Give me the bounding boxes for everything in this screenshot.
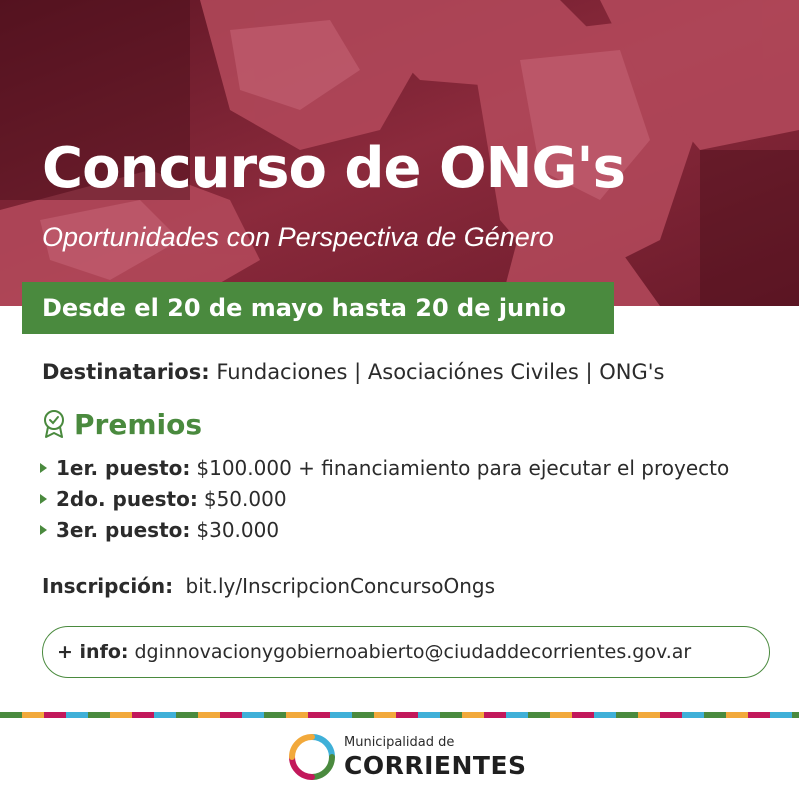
registration-line <box>42 574 495 598</box>
hero-image <box>0 0 799 306</box>
prizes-heading-label: Premios <box>74 407 202 441</box>
prize-place: 1er. puesto: <box>56 455 191 480</box>
recipients-line <box>42 360 664 384</box>
bullet-arrow-icon <box>40 525 47 535</box>
more-info-box <box>42 626 770 678</box>
recipients-value: Fundaciones | Asociaciónes Civiles | ONG's <box>216 360 665 384</box>
page-title: Concurso de ONG's <box>42 136 625 201</box>
corrientes-logo-icon <box>288 733 336 781</box>
prize-amount: $100.000 + financiamiento para ejecutar el proyecto <box>196 455 730 480</box>
recipients-label: Destinatarios: <box>42 360 210 384</box>
page-subtitle: Oportunidades con Perspectiva de Género <box>42 222 554 252</box>
more-info-label: + info: <box>57 641 129 663</box>
bullet-arrow-icon <box>40 463 47 473</box>
date-range-banner: Desde el 20 de mayo hasta 20 de junio <box>22 282 614 334</box>
contact-email-link[interactable]: dginnovacionygobiernoabierto@ciudaddecorrientes.gov.ar <box>134 641 692 663</box>
prize-amount: $30.000 <box>196 517 280 542</box>
bullet-arrow-icon <box>40 494 47 504</box>
registration-link[interactable]: bit.ly/InscripcionConcursoOngs <box>185 574 496 598</box>
prize-place: 3er. puesto: <box>56 517 191 542</box>
municipality-logo <box>288 730 527 784</box>
prize-item-third <box>40 514 729 545</box>
award-badge-icon <box>42 409 66 439</box>
prize-item-second <box>40 483 729 514</box>
prize-place: 2do. puesto: <box>56 486 198 511</box>
logo-big-text: CORRIENTES <box>344 751 527 780</box>
prize-amount: $50.000 <box>203 486 287 511</box>
logo-small-text: Municipalidad de <box>344 735 455 750</box>
prizes-heading <box>42 406 202 442</box>
decorative-color-stripe <box>0 712 799 718</box>
prize-item-first <box>40 452 729 483</box>
prize-list <box>40 452 729 545</box>
registration-label: Inscripción: <box>42 574 174 598</box>
